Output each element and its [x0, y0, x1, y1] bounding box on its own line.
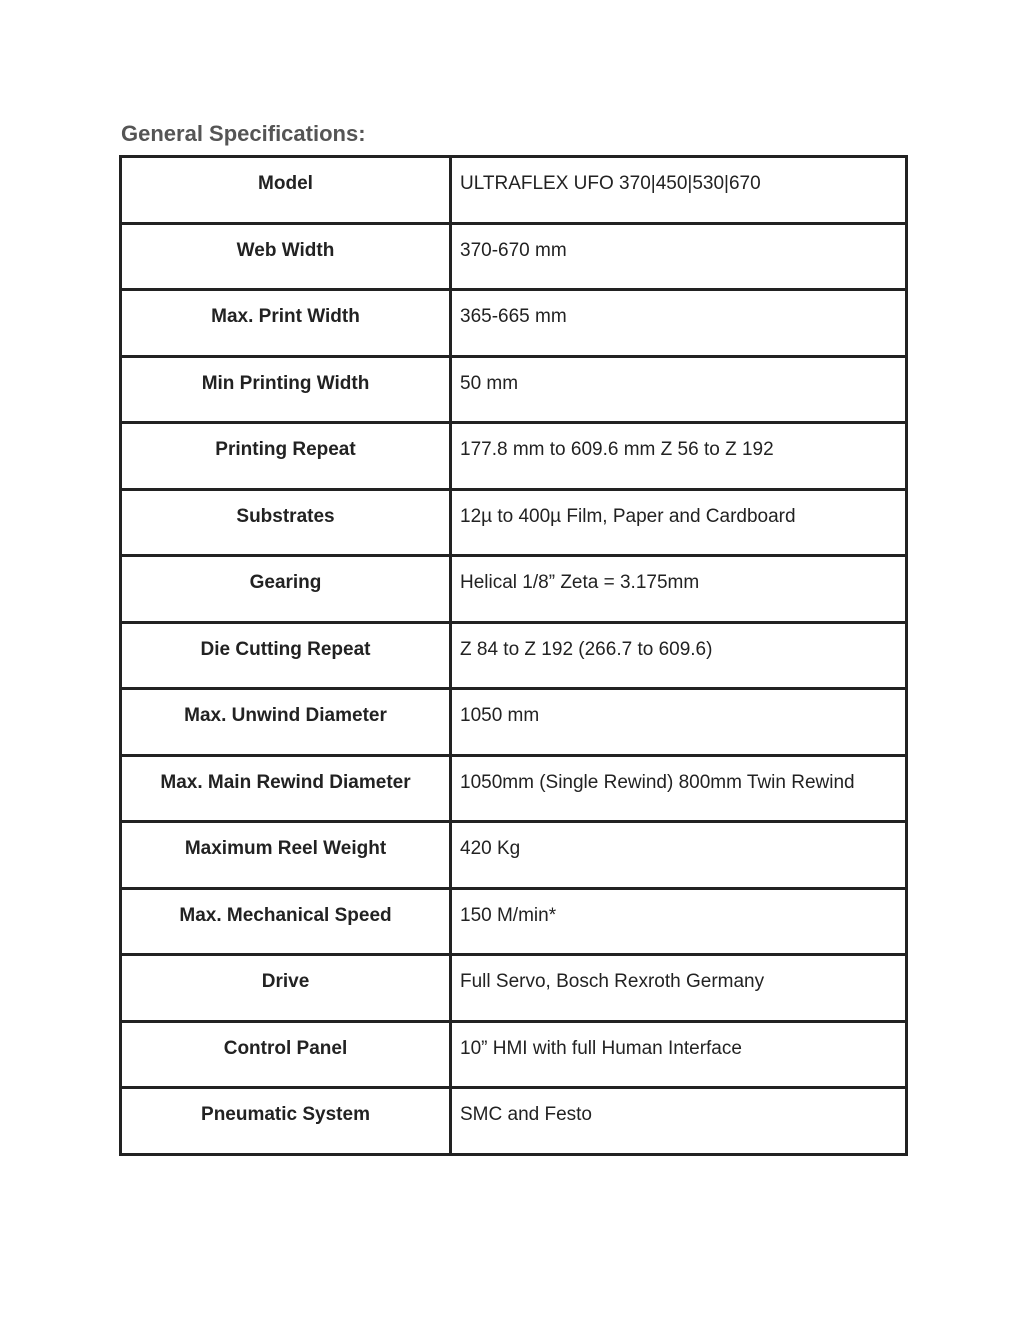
table-row [121, 290, 907, 357]
table-row [121, 622, 907, 689]
spec-label: Max. Unwind Diameter [121, 689, 451, 756]
spec-label: Drive [121, 955, 451, 1022]
spec-value: 50 mm [451, 356, 907, 423]
spec-value: 370-670 mm [451, 223, 907, 290]
spec-label: Max. Main Rewind Diameter [121, 755, 451, 822]
page-title: General Specifications: [121, 121, 366, 146]
spec-label: Maximum Reel Weight [121, 822, 451, 889]
spec-value: SMC and Festo [451, 1088, 907, 1155]
table-row [121, 423, 907, 490]
spec-value: Full Servo, Bosch Rexroth Germany [451, 955, 907, 1022]
spec-value: 150 M/min* [451, 888, 907, 955]
spec-value: ULTRAFLEX UFO 370|450|530|670 [451, 157, 907, 224]
table-row [121, 955, 907, 1022]
spec-value: Z 84 to Z 192 (266.7 to 609.6) [451, 622, 907, 689]
spec-value: 420 Kg [451, 822, 907, 889]
spec-value: 10” HMI with full Human Interface [451, 1021, 907, 1088]
spec-label: Pneumatic System [121, 1088, 451, 1155]
spec-label: Web Width [121, 223, 451, 290]
spec-value: 12µ to 400µ Film, Paper and Cardboard [451, 489, 907, 556]
spec-label: Substrates [121, 489, 451, 556]
spec-label: Model [121, 157, 451, 224]
table-row [121, 1088, 907, 1155]
specifications-table-body [121, 157, 907, 1155]
spec-label: Die Cutting Repeat [121, 622, 451, 689]
table-row [121, 556, 907, 623]
spec-value: 177.8 mm to 609.6 mm Z 56 to Z 192 [451, 423, 907, 490]
spec-value: 1050mm (Single Rewind) 800mm Twin Rewind [451, 755, 907, 822]
specifications-table [119, 155, 908, 1156]
table-row [121, 689, 907, 756]
table-row [121, 888, 907, 955]
spec-value: 1050 mm [451, 689, 907, 756]
table-row [121, 489, 907, 556]
spec-label: Printing Repeat [121, 423, 451, 490]
table-row [121, 1021, 907, 1088]
spec-value: 365-665 mm [451, 290, 907, 357]
table-row [121, 822, 907, 889]
spec-label: Max. Print Width [121, 290, 451, 357]
table-row [121, 356, 907, 423]
spec-label: Min Printing Width [121, 356, 451, 423]
spec-label: Control Panel [121, 1021, 451, 1088]
table-row [121, 755, 907, 822]
spec-label: Max. Mechanical Speed [121, 888, 451, 955]
table-row [121, 157, 907, 224]
spec-value: Helical 1/8” Zeta = 3.175mm [451, 556, 907, 623]
spec-label: Gearing [121, 556, 451, 623]
table-row [121, 223, 907, 290]
